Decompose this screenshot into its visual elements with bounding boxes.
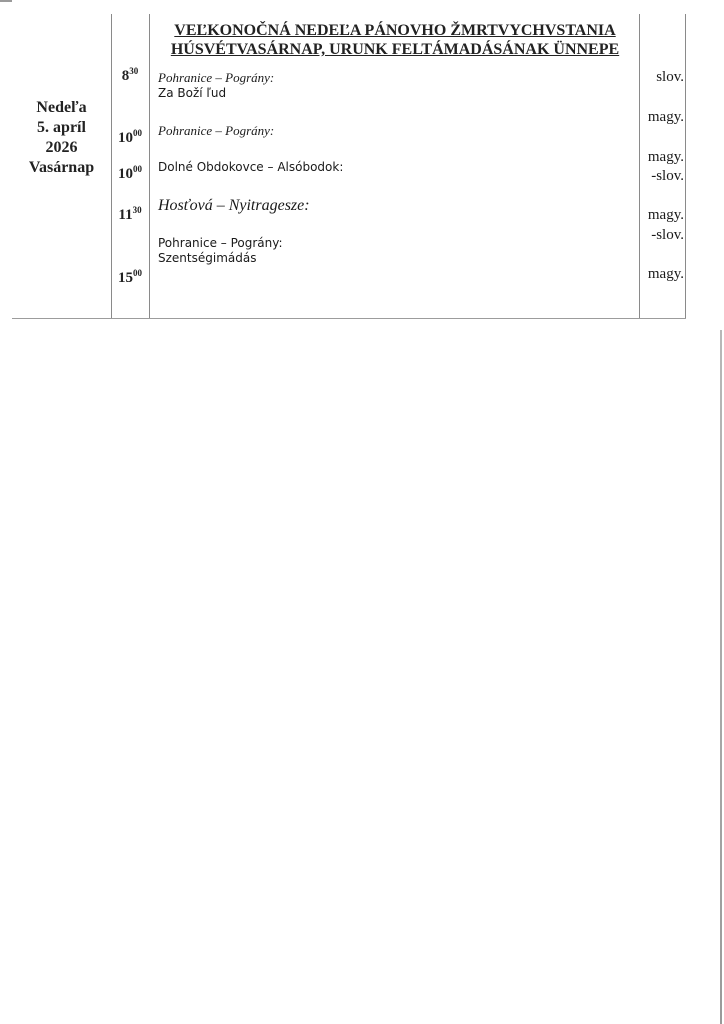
mass-location: Pohranice – Pográny: bbox=[158, 70, 275, 85]
mass-time: $8^{30}$ bbox=[121, 66, 139, 84]
mass-language: -slov. bbox=[651, 168, 684, 184]
mass-language: magy. bbox=[647, 149, 684, 165]
mass-location: Pohranice – Pográny: bbox=[158, 123, 275, 138]
mass-language: magy. bbox=[647, 266, 684, 282]
day-year: 2026 bbox=[45, 139, 78, 156]
mass-language: -slov. bbox=[651, 227, 684, 243]
feast-title-hu: HÚSVÉTVASÁRNAP, URUNK FELTÁMADÁSÁNAK ÜNNEPE bbox=[170, 41, 620, 58]
scan-corner-mark bbox=[0, 0, 12, 2]
scan-page-edge bbox=[720, 330, 722, 1024]
day-name-hu: Vasárnap bbox=[28, 159, 95, 176]
column-divider bbox=[149, 14, 150, 319]
mass-time: $15^{00}$ bbox=[118, 268, 142, 286]
table-bottom-rule bbox=[12, 318, 686, 319]
mass-language: magy. bbox=[647, 207, 684, 223]
day-cell bbox=[12, 98, 111, 178]
day-date: 5. apríl bbox=[37, 119, 86, 136]
mass-time: $11^{30}$ bbox=[118, 205, 142, 223]
feast-title bbox=[152, 21, 638, 59]
mass-intention: Szentségimádás bbox=[158, 251, 257, 265]
mass-language: magy. bbox=[647, 109, 684, 125]
mass-schedule-table bbox=[12, 14, 686, 320]
mass-intention: Za Boží ľud bbox=[158, 86, 227, 100]
mass-location: Pohranice – Pográny: bbox=[158, 236, 283, 250]
mass-language: slov. bbox=[656, 69, 684, 85]
mass-time: $10^{00}$ bbox=[118, 128, 142, 146]
mass-location: Hosťová – Nyitragesze: bbox=[158, 197, 310, 214]
mass-location: Dolné Obdokovce – Alsóbodok: bbox=[158, 160, 344, 174]
day-name-sk: Nedeľa bbox=[36, 99, 87, 116]
feast-title-sk: VEĽKONOČNÁ NEDEĽA PÁNOVHO ŽMRTVYCHVSTANIA bbox=[174, 22, 616, 39]
column-divider bbox=[685, 14, 686, 319]
mass-time: $10^{00}$ bbox=[118, 164, 142, 182]
